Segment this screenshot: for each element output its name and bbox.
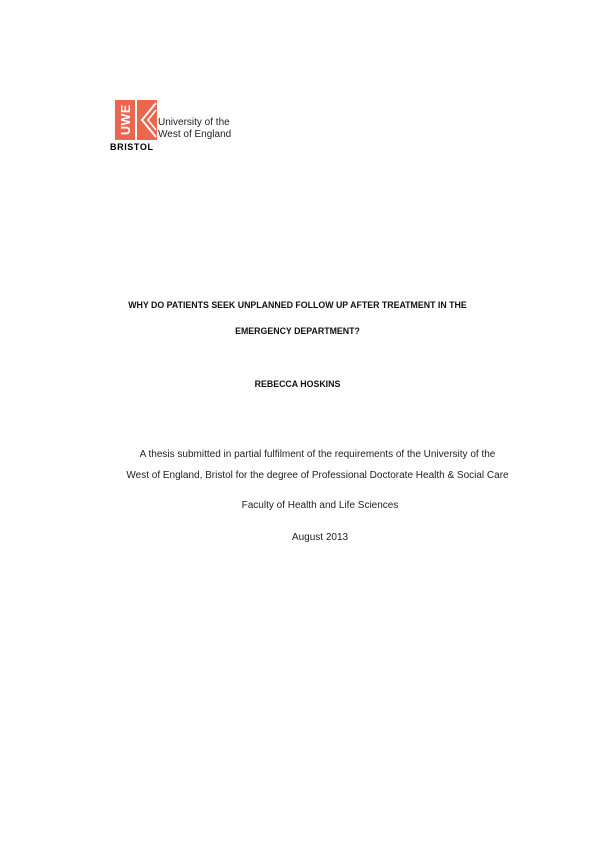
- uwe-logo-mark: [115, 100, 157, 140]
- logo-arrow-icon: [137, 100, 157, 140]
- submission-statement: [100, 444, 535, 486]
- submission-statement-line-2: West of England, Bristol for the degree of Professional Doctorate Health & Social Care: [126, 470, 509, 481]
- logo-name-line-1: University of the: [158, 117, 230, 128]
- thesis-title-line-2: EMERGENCY DEPARTMENT?: [235, 326, 360, 336]
- logo-mark-text: UWE: [119, 104, 133, 136]
- submission-date: August 2013: [291, 532, 349, 543]
- thesis-title: [110, 292, 485, 344]
- logo-university-name: [158, 117, 231, 140]
- author-name: REBECCA HOSKINS: [254, 379, 341, 389]
- university-logo: [110, 100, 240, 152]
- logo-city: BRISTOL: [110, 142, 154, 152]
- faculty-name: Faculty of Health and Life Sciences: [241, 500, 399, 511]
- thesis-title-line-1: WHY DO PATIENTS SEEK UNPLANNED FOLLOW UP AFTER TREATMENT IN THE: [128, 300, 467, 310]
- logo-name-line-2: West of England: [158, 128, 232, 140]
- submission-statement-line-1: A thesis submitted in partial fulfilment of the requirements of the University of the: [139, 449, 496, 460]
